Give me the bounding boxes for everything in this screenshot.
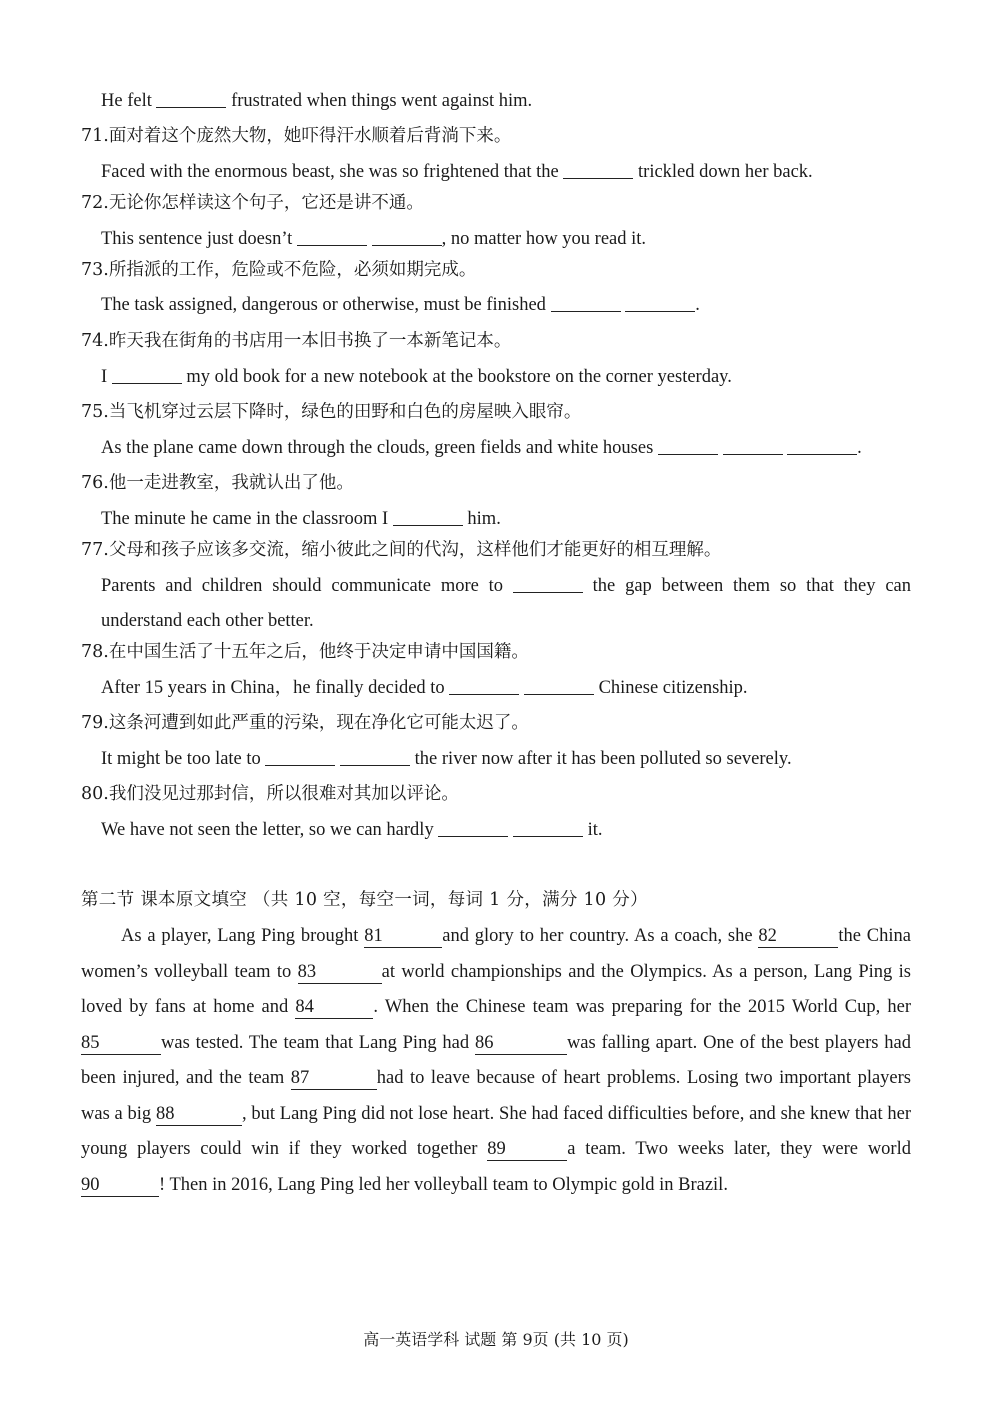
q76-prompt: 76.他一走进教室，我就认出了他。 [81,473,354,493]
answer-blank[interactable] [513,576,583,593]
q75-sentence: As the plane came down through the clouds, green fields and white houses . [101,438,862,458]
q73-sentence: The task assigned, dangerous or otherwise, must be finished . [101,295,700,315]
blank-90[interactable]: 90 [81,1174,159,1197]
answer-blank[interactable] [393,509,463,526]
answer-blank[interactable] [658,438,718,455]
answer-blank[interactable] [513,820,583,837]
answer-blank[interactable] [787,438,857,455]
q80-prompt: 80.我们没见过那封信，所以很难对其加以评论。 [81,784,459,804]
blank-83[interactable]: 83 [298,961,382,984]
answer-blank[interactable] [438,820,508,837]
q80-sentence: We have not seen the letter, so we can hardly it. [101,820,603,840]
answer-blank[interactable] [563,162,633,179]
blank-89[interactable]: 89 [487,1138,567,1161]
answer-blank[interactable] [340,749,410,766]
blank-86[interactable]: 86 [475,1032,567,1055]
q79-prompt: 79.这条河遭到如此严重的污染，现在净化它可能太迟了。 [81,713,529,733]
q74-prompt: 74.昨天我在街角的书店用一本旧书换了一本新笔记本。 [81,331,512,351]
q77-sentence: Parents and children should communicate more to the gap between them so that they can [101,576,911,596]
q79-sentence: It might be too late to the river now after it has been polluted so severely. [101,749,792,769]
answer-blank[interactable] [372,229,442,246]
answer-blank[interactable] [297,229,367,246]
q71-sentence: Faced with the enormous beast, she was so frightened that the trickled down her back. [101,162,813,182]
blank-85[interactable]: 85 [81,1032,161,1055]
answer-blank[interactable] [449,678,519,695]
section-heading: 第二节 课本原文填空 （共 10 空，每空一词，每词 1 分，满分 10 分） [81,890,648,910]
page-footer: 高一英语学科 试题 第 9页 (共 10 页) [363,1330,629,1349]
answer-blank[interactable] [551,295,621,312]
answer-blank[interactable] [156,91,226,108]
q77-sentence-line2: understand each other better. [101,611,314,631]
blank-84[interactable]: 84 [295,996,373,1019]
answer-blank[interactable] [723,438,783,455]
q78-prompt: 78.在中国生活了十五年之后，他终于决定申请中国国籍。 [81,642,529,662]
q74-sentence: I my old book for a new notebook at the bookstore on the corner yesterday. [101,367,732,387]
blank-81[interactable]: 81 [364,925,442,948]
answer-blank[interactable] [625,295,695,312]
blank-82[interactable]: 82 [758,925,838,948]
answer-blank[interactable] [265,749,335,766]
blank-88[interactable]: 88 [156,1103,242,1126]
q73-prompt: 73.所指派的工作，危险或不危险，必须如期完成。 [81,260,477,280]
q72-prompt: 72.无论你怎样读这个句子，它还是讲不通。 [81,193,424,213]
blank-87[interactable]: 87 [291,1067,377,1090]
q78-sentence: After 15 years in China，he finally decided to Chinese citizenship. [101,678,748,698]
cloze-passage: As a player, Lang Ping brought 81 and glory to her country. As a coach, she 82 the China women’s volleyball team to 83 at world championships and the Olympics. As a person, Lang Ping is loved by fans at home and 84 . When the Chinese team was preparing for the 2015 World Cup, her 85 was tested. The team that Lang Ping had 86 was falling apart. One of the best players had been injured, and the team 87 had to leave because of heart problems. Losing two important players was a big 88 , but Lang Ping did not lose heart. She had faced difficulties before, and she knew that her young players could win if they worked together 89 a team. Two weeks later, they were world 90 ! Then in 2016, Lang Ping led her volleyball team to Olympic gold in Brazil. [81,926,912,1195]
answer-blank[interactable] [524,678,594,695]
answer-blank[interactable] [112,367,182,384]
q71-prompt: 71.面对着这个庞然大物，她吓得汗水顺着后背淌下来。 [81,126,512,146]
q70-sentence: He felt frustrated when things went against him. [101,91,533,111]
q75-prompt: 75.当飞机穿过云层下降时，绿色的田野和白色的房屋映入眼帘。 [81,402,582,422]
q76-sentence: The minute he came in the classroom I him. [101,509,501,529]
q77-prompt: 77.父母和孩子应该多交流，缩小彼此之间的代沟，这样他们才能更好的相互理解。 [81,540,722,560]
q72-sentence: This sentence just doesn’t , no matter how you read it. [101,229,647,249]
